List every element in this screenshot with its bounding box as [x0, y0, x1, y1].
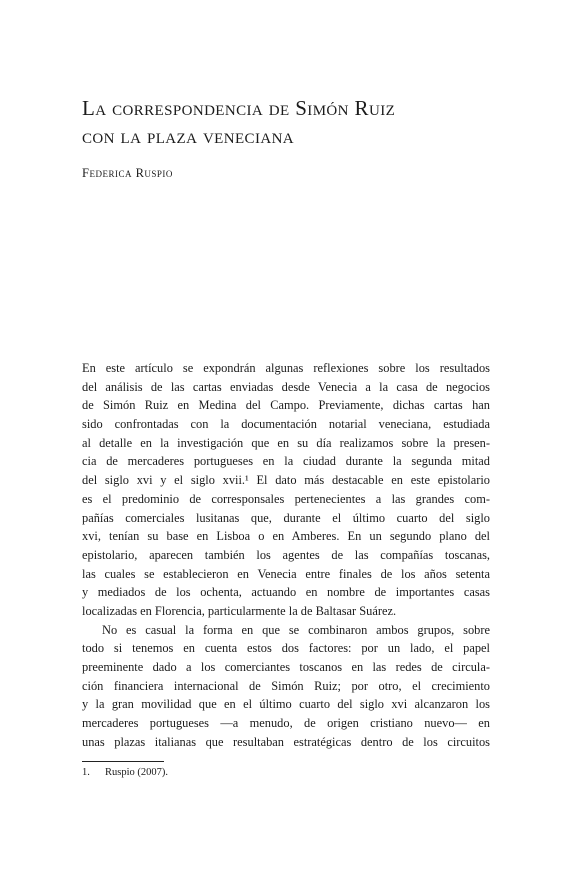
text-line: xvi, tenían su base en Lisboa o en Amberes. En un segundo plano del	[82, 529, 490, 544]
text-line: En este artículo se expondrán algunas reflexiones sobre los resultados	[82, 361, 490, 375]
text-line: de Simón Ruiz en Medina del Campo. Previamente, dichas cartas han	[82, 398, 490, 413]
text-line: sido confrontadas con la documentación notarial veneciana, estudiada	[82, 417, 490, 432]
text-line: todo si tenemos en cuenta estos dos factores: por un lado, el papel	[82, 641, 490, 656]
paragraph-1	[82, 359, 490, 621]
footnote-number: 1.	[82, 767, 90, 778]
article-title	[82, 94, 502, 150]
text-line: del análisis de las cartas enviadas desde Venecia a la casa de negocios	[82, 379, 490, 394]
title-line-2: con la plaza veneciana	[82, 124, 295, 148]
text-line: es el predominio de corresponsales pertenecientes a las grandes com-	[82, 491, 490, 506]
text-line: pañías comerciales lusitanas que, durante el último cuarto del siglo	[82, 510, 490, 525]
text-line: y la gran movilidad que en el último cuarto del siglo xvi alcanzaron los	[82, 697, 490, 712]
author-name: Federica Ruspio	[82, 166, 173, 180]
text-line: cia de mercaderes portugueses en la ciudad durante la segunda mitad	[82, 454, 490, 469]
title-line-1: La correspondencia de Simón Ruiz	[82, 96, 396, 120]
text-line: ción financiera internacional de Simón Ruiz; por otro, el crecimiento	[82, 678, 490, 693]
text-line: preeminente dado a los comerciantes toscanos en las redes de circula-	[82, 660, 490, 674]
footnote-divider	[82, 761, 164, 762]
text-line: epistolario, aparecen también los agentes de las compañías toscanas,	[82, 547, 490, 562]
text-line: mercaderes portugueses —a menudo, de origen cristiano nuevo— en	[82, 716, 490, 731]
text-line: al detalle en la investigación que en su día realizamos sobre la presen-	[82, 435, 490, 450]
text-line: las cuales se establecieron en Venecia entre finales de los años setenta	[82, 566, 490, 581]
text-line: del siglo xvi y el siglo xvii.¹ El dato más destacable en este epistolario	[82, 473, 490, 488]
text-line: No es casual la forma en que se combinaron ambos grupos, sobre	[102, 622, 490, 637]
footnote-text: Ruspio (2007).	[105, 767, 168, 778]
text-line: unas plazas italianas que resultaban estratégicas dentro de los circuitos	[82, 734, 490, 749]
text-line: y mediados de los ochenta, actuando en nombre de importantes casas	[82, 585, 490, 600]
article-body	[82, 359, 490, 751]
text-line: localizadas en Florencia, particularmente la de Baltasar Suárez.	[82, 603, 397, 618]
footnote	[82, 767, 168, 778]
paragraph-2	[82, 621, 490, 752]
